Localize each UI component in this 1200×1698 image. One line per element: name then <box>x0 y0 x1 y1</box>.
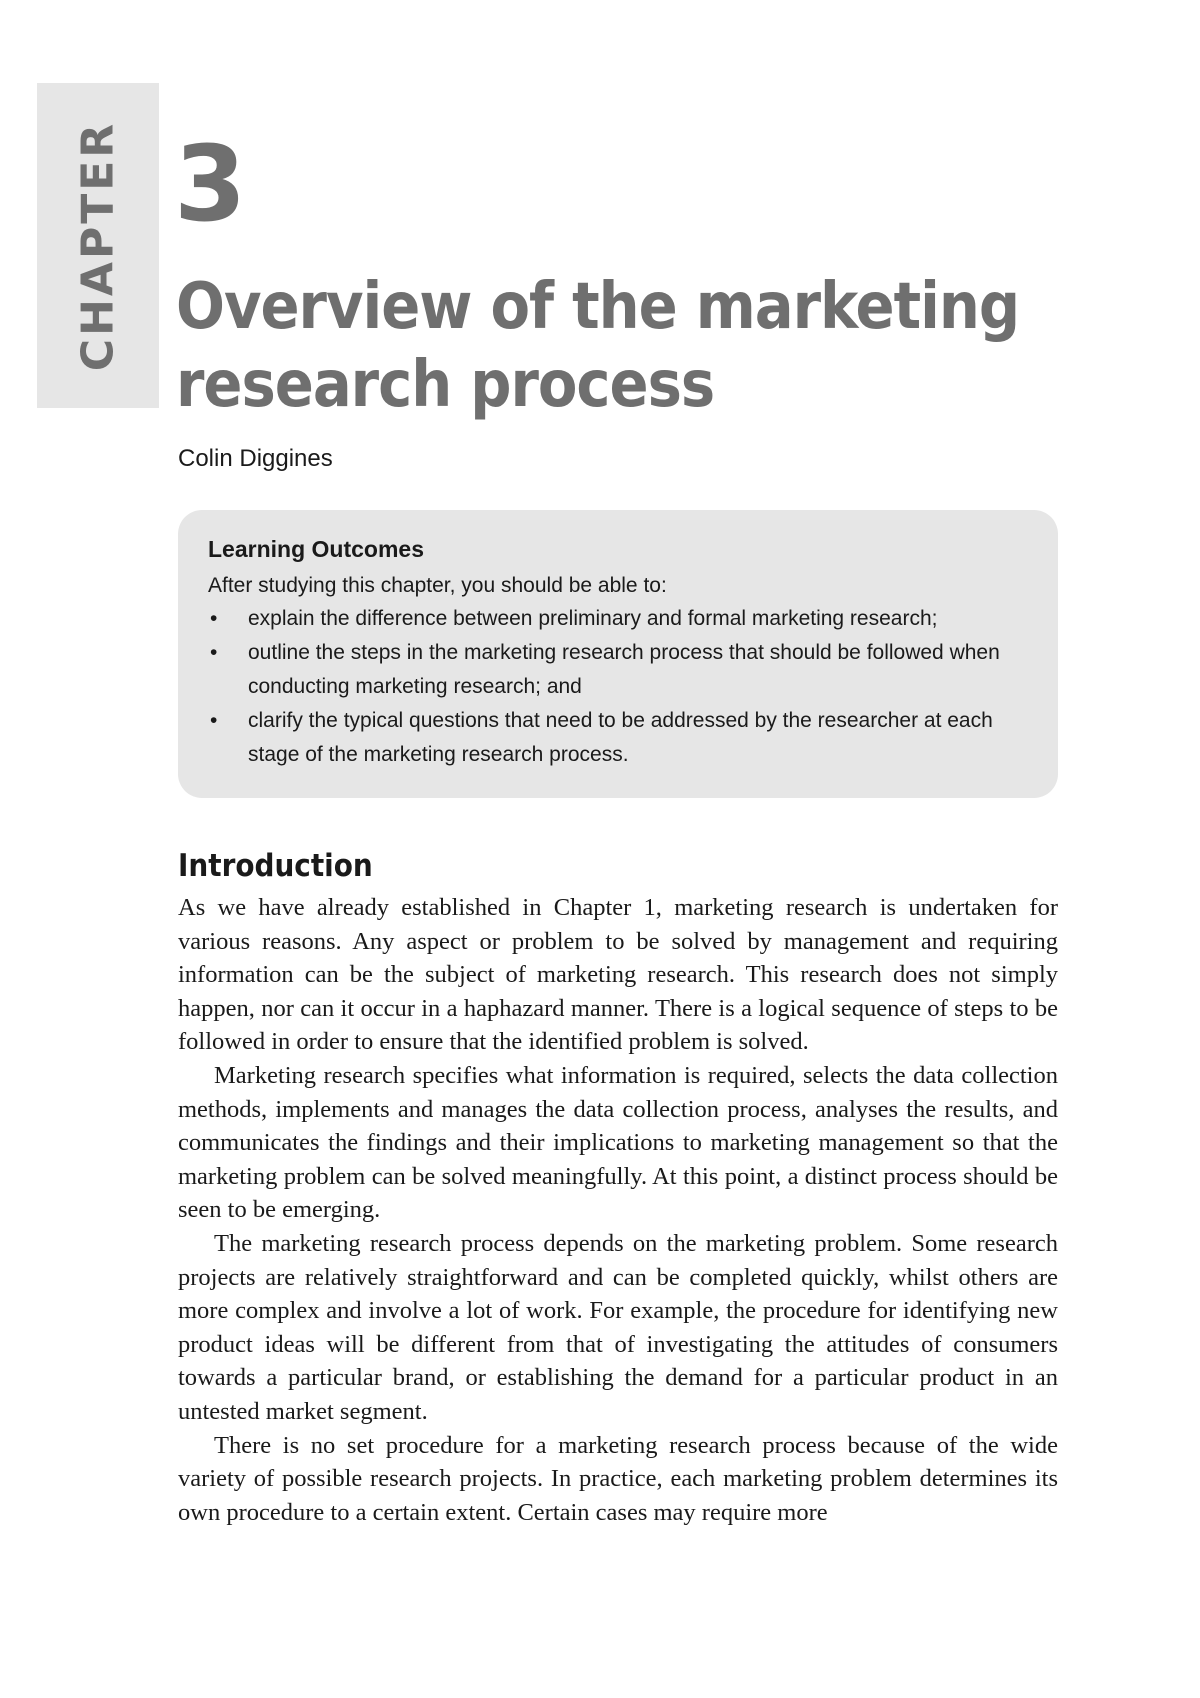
learning-outcome-text: explain the difference between preliminary and formal marketing research; <box>248 607 938 630</box>
learning-outcomes-list <box>208 602 1028 772</box>
chapter-title <box>176 268 1076 424</box>
bullet-icon: • <box>210 709 218 732</box>
chapter-title-line-1: Overview of the marketing <box>176 270 1020 344</box>
learning-outcome-item <box>208 636 1028 704</box>
chapter-tab <box>37 83 159 408</box>
body-paragraph: Marketing research specifies what information is required, selects the data collection methods, implements and manages the data collection process, analyses the results, and communicates the findings and their implications to marketing management so that the marketing problem can be solved meaningfully. At this point, a distinct process should be seen to be emerging. <box>178 1061 1058 1224</box>
bullet-icon: • <box>210 607 218 630</box>
bullet-icon: • <box>210 641 218 664</box>
introduction-body <box>178 891 1058 1529</box>
learning-outcome-text: outline the steps in the marketing research process that should be followed when conducting marketing research; and <box>248 641 1000 698</box>
chapter-tab-label: CHAPTER <box>72 120 124 371</box>
body-paragraph: The marketing research process depends on the marketing problem. Some research projects are relatively straightforward and can be completed quickly, whilst others are more complex and involve a lot of work. For example, the procedure for identifying new product ideas will be different from that of investigating the attitudes of consumers towards a particular brand, or establishing the demand for a particular product in an untested market segment. <box>178 1229 1058 1425</box>
chapter-title-line-2: research process <box>176 348 715 422</box>
learning-outcomes-heading: Learning Outcomes <box>208 536 424 562</box>
learning-outcomes-box <box>178 510 1058 798</box>
learning-outcome-item <box>208 704 1028 772</box>
body-paragraph: There is no set procedure for a marketing research process because of the wide variety of possible research projects. In practice, each marketing problem determines its own procedure to a certain extent. Certain cases may require more <box>178 1431 1058 1526</box>
learning-outcome-item <box>208 602 1028 636</box>
chapter-author: Colin Diggines <box>178 445 333 472</box>
body-paragraph: As we have already established in Chapter 1, marketing research is undertaken for various reasons. Any aspect or problem to be solved by management and requiring information can be the subject of marketing research. This research does not simply happen, nor can it occur in a haphazard manner. There is a logical sequence of steps to be followed in order to ensure that the identified problem is solved. <box>178 894 1058 1056</box>
introduction-heading: Introduction <box>178 848 373 884</box>
learning-outcomes-intro: After studying this chapter, you should be able to: <box>208 574 667 597</box>
chapter-number: 3 <box>174 123 247 245</box>
learning-outcome-text: clarify the typical questions that need to be addressed by the researcher at each stage of the marketing research process. <box>248 709 993 766</box>
